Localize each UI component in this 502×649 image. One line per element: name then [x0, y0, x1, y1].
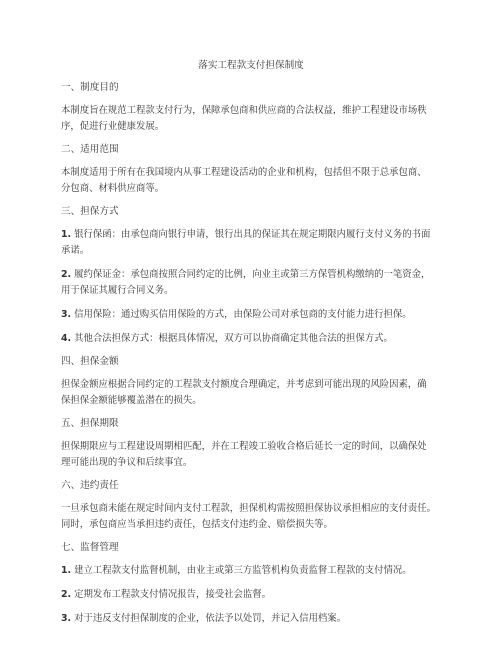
- paragraph-line: 分包商、材料供应商等。: [61, 183, 165, 194]
- list-item: [61, 267, 445, 299]
- section-paragraph: [61, 501, 445, 533]
- paragraph-line: 担保期限应与工程建设周期相匹配，并在工程竣工验收合格后延长一定的时间，以确保处: [61, 441, 427, 452]
- section-paragraph: [61, 377, 445, 409]
- list-item-number: 1.: [61, 565, 72, 576]
- section-paragraph: [61, 439, 445, 471]
- paragraph-line: 保担保金额能够覆盖潜在的损失。: [61, 395, 202, 406]
- paragraph-line: 担保金额应根据合同约定的工程款支付额度合理确定，并考虑到可能出现的风险因素，确: [61, 379, 427, 390]
- paragraph-line: 序，促进行业健康发展。: [61, 121, 165, 132]
- list-item-text: 其他合法担保方式：根据具体情况，双方可以协商确定其他合法的担保方式。: [74, 333, 393, 344]
- section-liability: [61, 479, 445, 533]
- list-item: [61, 227, 445, 259]
- list-item-text: 建立工程款支付监督机制，由业主或第三方监管机构负责监督工程款的支付情况。: [74, 565, 412, 576]
- list-item-number: 1.: [61, 229, 72, 240]
- list-item-text: 承诺。: [61, 245, 90, 256]
- section-heading: 四、担保金额: [61, 356, 119, 367]
- section-guarantee-period: [61, 417, 445, 471]
- list-item: [61, 563, 445, 579]
- paragraph-line: 本制度旨在规范工程款支付行为，保障承包商和供应商的合法权益，维护工程建设市场秩: [61, 105, 427, 116]
- list-item-number: 3.: [61, 309, 72, 320]
- list-item-text: 履约保证金：承包商按照合同约定的比例，向业主或第三方保管机构缴纳的一笔资金，: [74, 269, 431, 280]
- list-item-text: 银行保函：由承包商向银行申请，银行出具的保证其在规定期限内履行支付义务的书面: [74, 229, 431, 240]
- section-heading: 六、违约责任: [61, 480, 119, 491]
- section-paragraph: [61, 103, 445, 135]
- section-heading: 七、监督管理: [61, 542, 119, 553]
- section-supervision: [61, 541, 445, 627]
- list-item: [61, 307, 445, 323]
- section-scope: [61, 143, 445, 197]
- list-item-number: 2.: [61, 589, 72, 600]
- section-paragraph: [61, 165, 445, 197]
- list-item-number: 2.: [61, 269, 72, 280]
- list-item: [61, 611, 445, 627]
- list-item-text: 信用保险：通过购买信用保险的方式，由保险公司对承包商的支付能力进行担保。: [74, 309, 412, 320]
- document-body: [61, 81, 445, 635]
- section-heading: 二、适用范围: [61, 144, 119, 155]
- paragraph-line: 理可能出现的争议和后续事宜。: [61, 457, 193, 468]
- list-item-number: 3.: [61, 613, 72, 624]
- list-item: [61, 587, 445, 603]
- list-item-text: 用于保证其履行合同义务。: [61, 285, 174, 296]
- paragraph-line: 本制度适用于所有在我国境内从事工程建设活动的企业和机构，包括但不限于总承包商、: [61, 167, 427, 178]
- section-heading: 一、制度目的: [61, 82, 119, 93]
- list-item-text: 定期发布工程款支付情况报告，接受社会监督。: [74, 589, 271, 600]
- paragraph-line: 一旦承包商未能在规定时间内支付工程款，担保机构需按照担保协议承担相应的支付责任。: [61, 503, 437, 514]
- section-guarantee-methods: [61, 205, 445, 347]
- paragraph-line: 同时，承包商应当承担违约责任，包括支付违约金、赔偿损失等。: [61, 519, 333, 530]
- list-item-text: 对于违反支付担保制度的企业，依法予以处罚，并记入信用档案。: [74, 613, 346, 624]
- list-item: [61, 331, 445, 347]
- section-heading: 三、担保方式: [61, 206, 119, 217]
- document-title: 落实工程款支付担保制度: [198, 60, 304, 71]
- section-heading: 五、担保期限: [61, 418, 119, 429]
- list-item-number: 4.: [61, 333, 72, 344]
- section-guarantee-amount: [61, 355, 445, 409]
- section-purpose: [61, 81, 445, 135]
